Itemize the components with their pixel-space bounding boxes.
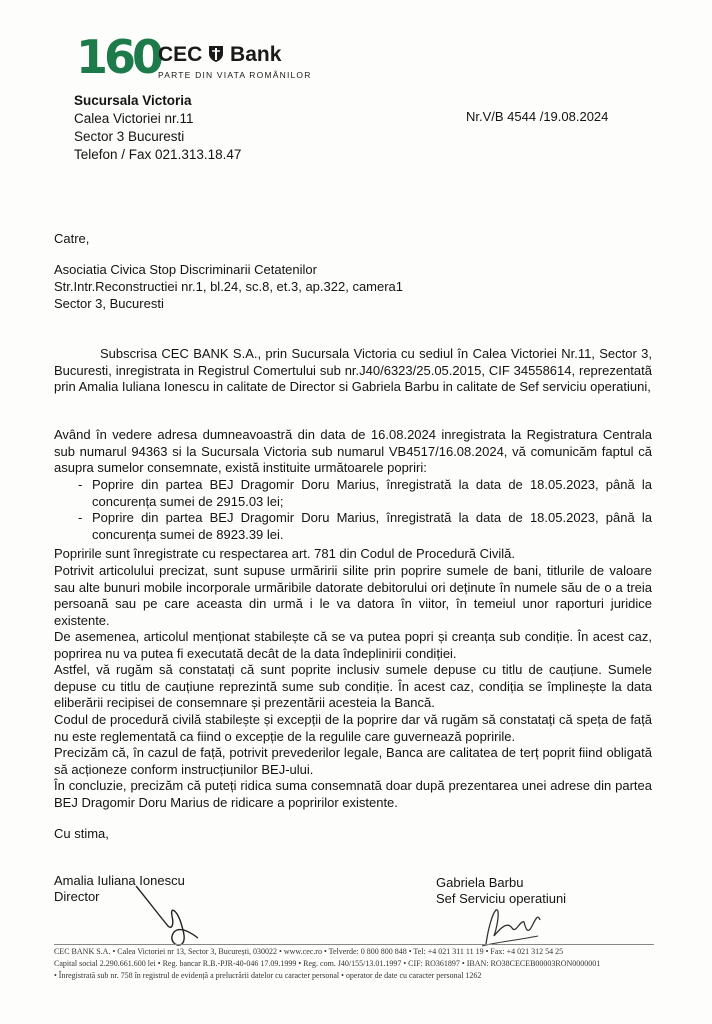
bank-logo — [158, 44, 281, 66]
sender-sector: Sector 3 Bucuresti — [74, 129, 185, 144]
sender-address: Calea Victoriei nr.11 — [74, 111, 194, 126]
footer-divider — [54, 944, 654, 945]
paragraph-caution: Astfel, vă rugăm să constatați că sunt poprite inclusiv sumele depuse cu titlu de cauțiune. Sumele depuse cu titlu de cauțiune reprezintă sume sub condiție. În acest caz, condiția se împlinește la data eliberării recipisei de consemnare și prezentării acesteia la Bancă. — [54, 662, 652, 710]
logo-tagline: PARTE DIN VIATA ROMÂNILOR — [158, 70, 312, 80]
paragraph-third-party: Precizăm că, în cazul de față, potrivit prevederilor legale, Banca are calitatea de terț poprit fiind obligată să acționeze conform instrucțiunilor BEJ-ului. — [54, 745, 652, 777]
brand-suffix: Bank — [230, 43, 282, 66]
list-item: - Poprire din partea BEJ Dragomir Doru Marius, înregistrată la data de 18.05.2023, până la concurența sumei de 2915.03 lei; — [54, 477, 652, 510]
recipient-name: Asociatia Civica Stop Discriminarii Cetatenilor — [54, 262, 317, 277]
context-paragraph: Având în vedere adresa dumneavoastră din data de 16.08.2024 inregistrata la Registratura Centrala sub numarul 94363 si la Sucursala Victoria sub numarul VB4517/16.08.2024, vă comunicăm faptul că asupra sumelor consemnate, există instituite următoarele popriri: — [54, 427, 652, 475]
paragraph-conclusion: În concluzie, precizăm că puteți ridica suma consemnată doar după prezentarea unei adrese din partea BEJ Dragomir Doru Marius de ridicare a popririlor existente. — [54, 778, 652, 810]
sender-branch: Sucursala Victoria — [74, 93, 192, 108]
closing: Cu stima, — [54, 826, 109, 841]
signature-right — [478, 900, 558, 950]
paragraph-article: Potrivit articolului precizat, sunt supuse urmăririi silite prin poprire sumele de bani, titlurile de valoare sau alte bunuri mobile incorporale urmăribile datorate debitorului ori deținute în numele său de o a treia persoană sau pe care aceasta din urmă i le va datora în viitor, în temeiul unor raporturi juridice existente. — [54, 563, 652, 628]
signatory-left-title: Director — [54, 889, 100, 904]
signature-left — [128, 880, 218, 950]
recipient-address: Str.Intr.Reconstructiei nr.1, bl.24, sc.8, et.3, ap.322, camera1 — [54, 279, 404, 294]
signatory-right-name: Gabriela Barbu — [436, 875, 524, 890]
paragraph-conditional: De asemenea, articolul menționat stabilește că se va putea popri și creanța sub condiție. În acest caz, poprirea nu va putea fi executată decât de la data îndeplinirii condiției. — [54, 629, 652, 661]
brand-name: CEC — [158, 43, 203, 66]
signatory-left-name: Amalia Iuliana Ionescu — [54, 873, 185, 888]
footer-line-1: CEC BANK S.A. • Calea Victoriei nr 13, Sector 3, București, 030022 • www.cec.ro • Telverde: 0 800 800 848 • Tel: +4 021 311 11 19 • Fax: +4 021 312 54 25 — [54, 947, 564, 956]
salutation: Catre, — [54, 231, 90, 246]
recipient-sector: Sector 3, Bucuresti — [54, 296, 164, 311]
footer-line-3: • Înregistrată sub nr. 758 în registrul de evidență a prelucrării datelor cu caracter personal • operator de date cu caracter personal 1262 — [54, 971, 482, 980]
intro-paragraph: Subscrisa CEC BANK S.A., prin Sucursala Victoria cu sediul în Calea Victoriei Nr.11, Sector 3, Bucuresti, inregistrata in Registrul Comertului sub nr.J40/6323/25.05.2015, CIF 34558614, reprezentatã prin Amalia Iuliana Ionescu in calitate de Director si Gabriela Barbu in calitate de Sef serviciu operatiuni, — [54, 346, 652, 394]
footer-line-2: Capital social 2.290.661.600 lei • Reg. bancar R.B.-PJR-40-046 17.09.1999 • Reg. com. J40/155/13.01.1997 • CIF: RO361897 • IBAN: RO38CECEB00003RON0000001 — [54, 959, 601, 968]
signatory-right-title: Sef Serviciu operatiuni — [436, 891, 567, 906]
paragraph-art-781: Popririle sunt înregistrate cu respectarea art. 781 din Codul de Procedură Civilă. — [54, 546, 516, 561]
shield-icon — [208, 45, 224, 63]
reference-number: Nr.V/B 4544 /19.08.2024 — [466, 109, 609, 124]
poprire-list — [54, 477, 652, 543]
paragraph-exceptions: Codul de procedură civilă stabilește și excepții de la poprire dar vă rugăm să constatați că speța de față nu este reglementată ca fiind o excepție de la regulile care guvernează popririle. — [54, 712, 652, 744]
sender-phone: Telefon / Fax 021.313.18.47 — [74, 147, 242, 162]
anniversary-logo: 160 — [76, 30, 161, 84]
list-item: - Poprire din partea BEJ Dragomir Doru Marius, înregistrată la data de 18.05.2023, până la concurența sumei de 8923.39 lei. — [54, 510, 652, 543]
